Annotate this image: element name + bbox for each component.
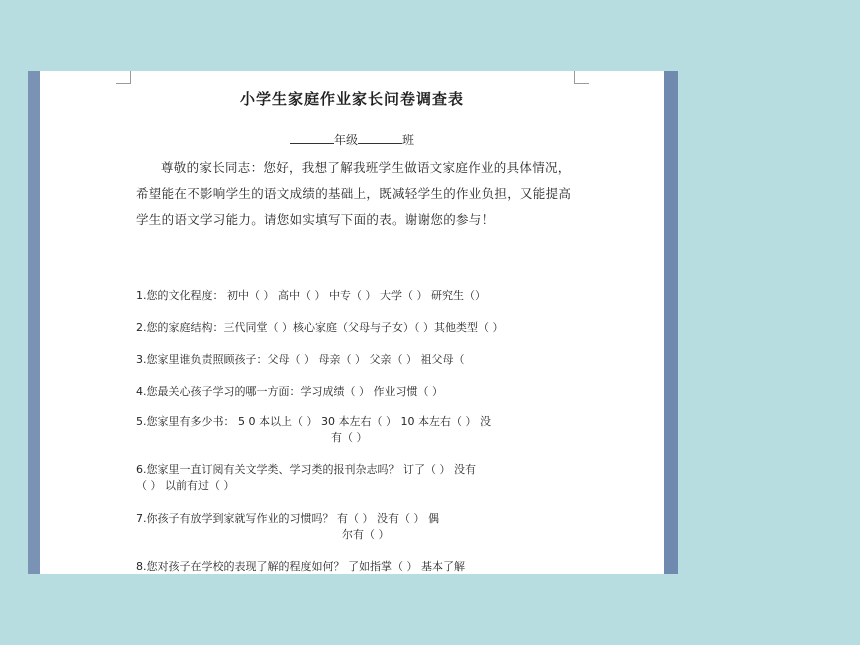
question-2 xyxy=(136,320,582,336)
page-corner-mark xyxy=(116,71,131,84)
question-8 xyxy=(136,559,582,574)
question-text: 8.您对孩子在学校的表现了解的程度如何？ 了如指掌（ ） 基本了解 xyxy=(136,560,465,573)
question-1 xyxy=(136,288,582,304)
question-text: 6.您家里一直订阅有关文学类、学习类的报刊杂志吗？ 订了（ ） 没有 xyxy=(136,463,476,476)
question-text: 2.您的家庭结构：三代同堂（ ）核心家庭（父母与子女）（ ）其他类型（ ） xyxy=(136,321,504,334)
question-6 xyxy=(136,462,582,494)
question-3 xyxy=(136,352,582,368)
question-text: 3.您家里谁负责照顾孩子：父母（ ） 母亲（ ） 父亲（ ） 祖父母（ xyxy=(136,353,465,366)
page-corner-mark xyxy=(574,71,589,84)
question-text: 7.你孩子有放学到家就写作业的习惯吗？ 有（ ） 没有（ ） 偶 xyxy=(136,512,439,525)
question-text-continued: （ ） 以前有过（ ） xyxy=(136,479,235,492)
question-5 xyxy=(136,414,582,446)
class-label: 班 xyxy=(402,133,415,147)
document-page xyxy=(40,71,664,574)
document-title: 小学生家庭作业家长问卷调查表 xyxy=(239,90,464,108)
grade-label: 年级 xyxy=(333,133,358,147)
question-text-continued: 尔有（ ） xyxy=(342,528,390,541)
question-text: 1.您的文化程度： 初中（ ） 高中（ ） 中专（ ） 大学（ ） 研究生（） xyxy=(136,289,486,302)
question-text: 4.您最关心孩子学习的哪一方面：学习成绩（ ） 作业习惯（ ） xyxy=(136,385,443,398)
question-text: 5.您家里有多少书： 5 0 本以上（ ） 30 本左右（ ） 10 本左右（ ） 没 xyxy=(136,415,491,428)
question-text-continued: 有（ ） xyxy=(331,431,368,444)
class-blank xyxy=(358,133,402,144)
question-4 xyxy=(136,384,582,400)
grade-blank xyxy=(290,133,334,144)
page-shadow xyxy=(664,71,678,574)
grade-class-line xyxy=(40,131,664,148)
intro-paragraph: 尊敬的家长同志：您好，我想了解我班学生做语文家庭作业的具体情况，希望能在不影响学生的语文成绩的基础上，既减轻学生的作业负担，又能提高学生的语文学习能力。请您如实填写下面的表。谢谢您的参与！ xyxy=(136,160,572,227)
question-7 xyxy=(136,511,582,543)
